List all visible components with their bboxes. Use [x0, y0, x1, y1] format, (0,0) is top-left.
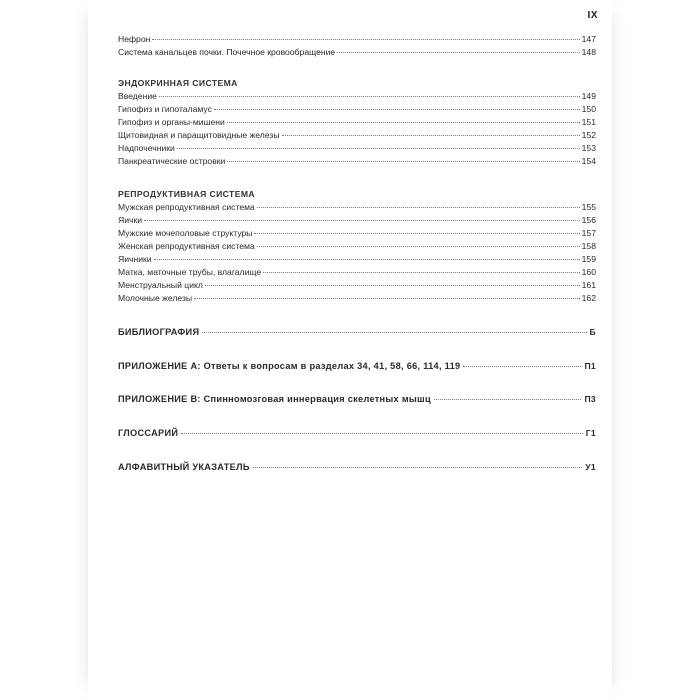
toc-entry-label: Женская репродуктивная система [118, 241, 255, 251]
dot-leader [154, 259, 580, 260]
toc-entry[interactable] [118, 201, 596, 214]
toc-major-page: П3 [584, 394, 596, 404]
dot-leader [257, 246, 580, 247]
toc-entry[interactable] [118, 129, 596, 142]
toc-major-glossary[interactable] [118, 426, 596, 440]
toc-major-index[interactable] [118, 460, 596, 474]
toc-entry-page: 155 [581, 202, 596, 212]
toc-major-label: ГЛОССАРИЙ [118, 428, 179, 438]
toc-entry-page: 149 [581, 91, 596, 101]
section-heading-endocrine[interactable]: ЭНДОКРИННАЯ СИСТЕМА [118, 78, 238, 88]
table-of-contents [118, 33, 596, 474]
dot-leader [144, 220, 580, 221]
toc-entry-label: Гипофиз и гипоталамус [118, 104, 212, 114]
toc-entry-kidney-tubules[interactable] [118, 46, 596, 59]
toc-entry-label: Гипофиз и органы-мишени [118, 117, 225, 127]
toc-entry[interactable] [118, 240, 596, 253]
dot-leader [254, 233, 579, 234]
toc-entry-page: 159 [581, 254, 596, 264]
toc-major-appendix-a[interactable] [118, 359, 596, 373]
toc-entry-label: Менструальный цикл [118, 280, 203, 290]
toc-entry-label: Матка, маточные трубы, влагалище [118, 267, 262, 277]
toc-major-page: Б [589, 327, 596, 337]
dot-leader [337, 52, 579, 53]
dot-leader [159, 96, 580, 97]
toc-entry-page: 148 [581, 47, 596, 57]
toc-entry-page: 162 [581, 293, 596, 303]
toc-entry[interactable] [118, 155, 596, 168]
toc-entry-page: 154 [581, 156, 596, 166]
toc-entry-nephron[interactable] [118, 33, 596, 46]
toc-major-appendix-b[interactable] [118, 392, 596, 406]
dot-leader [152, 39, 579, 40]
toc-major-label: ПРИЛОЖЕНИЕ В: Спинномозговая иннервация скелетных мышц [118, 394, 431, 404]
dot-leader [194, 298, 580, 299]
toc-entry[interactable] [118, 214, 596, 227]
toc-major-page: Г1 [585, 428, 596, 438]
toc-major-label: ПРИЛОЖЕНИЕ А: Ответы к вопросам в разделах 34, 41, 58, 66, 114, 119 [118, 361, 461, 371]
toc-major-label: АЛФАВИТНЫЙ УКАЗАТЕЛЬ [118, 462, 250, 472]
toc-entry-label: Мужская репродуктивная система [118, 202, 255, 212]
toc-entry-page: 153 [581, 143, 596, 153]
dot-leader [263, 272, 580, 273]
toc-entry-page: 156 [581, 215, 596, 225]
toc-entry[interactable] [118, 292, 596, 305]
toc-entry[interactable] [118, 90, 596, 103]
toc-entry-label: Надпочечники [118, 143, 175, 153]
dot-leader [177, 148, 580, 149]
dot-leader [227, 122, 580, 123]
dot-leader [205, 285, 580, 286]
toc-entry-page: 151 [581, 117, 596, 127]
toc-entry[interactable] [118, 253, 596, 266]
dot-leader [282, 135, 580, 136]
toc-entry-label: Яичники [118, 254, 152, 264]
toc-major-page: П1 [584, 361, 596, 371]
dot-leader [257, 207, 580, 208]
section-heading-reproductive[interactable]: РЕПРОДУКТИВНАЯ СИСТЕМА [118, 189, 255, 199]
toc-entry-label: Молочные железы [118, 293, 193, 303]
toc-entry-page: 157 [581, 228, 596, 238]
toc-entry[interactable] [118, 142, 596, 155]
toc-major-page: У1 [585, 462, 596, 472]
toc-entry-label: Нефрон [118, 34, 151, 44]
dot-leader [181, 433, 582, 434]
toc-entry-page: 161 [581, 280, 596, 290]
toc-entry-label: Система канальцев почки. Почечное кровообращение [118, 47, 336, 57]
toc-entry-page: 152 [581, 130, 596, 140]
toc-entry[interactable] [118, 227, 596, 240]
toc-entry[interactable] [118, 279, 596, 292]
toc-entry-label: Яички [118, 215, 143, 225]
dot-leader [214, 109, 580, 110]
toc-entry-label: Введение [118, 91, 157, 101]
toc-entry-label: Мужские мочеполовые структуры [118, 228, 253, 238]
toc-major-label: БИБЛИОГРАФИЯ [118, 327, 200, 337]
toc-entry-page: 147 [581, 34, 596, 44]
dot-leader [434, 399, 581, 400]
dot-leader [227, 161, 579, 162]
toc-major-bibliography[interactable] [118, 325, 596, 339]
toc-entry-label: Панкреатические островки [118, 156, 226, 166]
dot-leader [253, 467, 583, 468]
page-number: IX [587, 10, 598, 21]
document-page [88, 0, 612, 700]
toc-entry[interactable] [118, 266, 596, 279]
dot-leader [463, 366, 581, 367]
toc-entry-page: 160 [581, 267, 596, 277]
toc-entry[interactable] [118, 103, 596, 116]
toc-entry[interactable] [118, 116, 596, 129]
toc-entry-page: 150 [581, 104, 596, 114]
dot-leader [202, 332, 586, 333]
toc-entry-label: Щитовидная и паращитовидные железы [118, 130, 280, 140]
toc-entry-page: 158 [581, 241, 596, 251]
